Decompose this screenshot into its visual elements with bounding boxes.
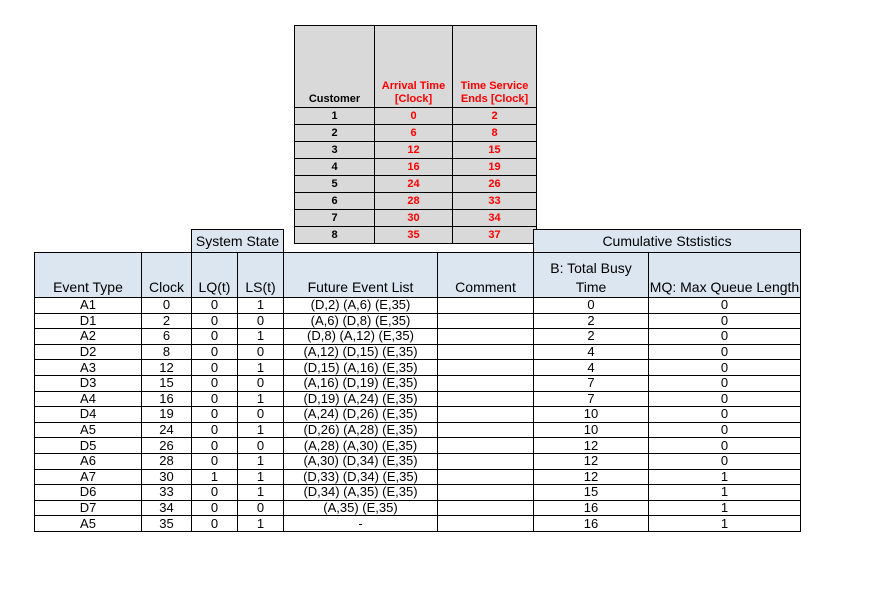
service-end-cell: 37	[453, 227, 537, 244]
service-end-cell: 2	[453, 108, 537, 125]
future-event-list-cell: (D,34) (A,35) (E,35)	[284, 485, 438, 501]
event-type-cell: D1	[35, 313, 142, 329]
future-event-list-header: Future Event List	[284, 253, 438, 298]
simulation-table-body	[35, 298, 801, 532]
comment-cell	[438, 313, 534, 329]
simulation-table	[34, 229, 801, 532]
lq-cell: 0	[192, 344, 238, 360]
comment-cell	[438, 298, 534, 314]
service-end-cell: 26	[453, 176, 537, 193]
max-queue-cell: 1	[649, 500, 801, 516]
clock-cell: 26	[142, 438, 192, 454]
comment-cell	[438, 391, 534, 407]
arrival-time-cell: 12	[375, 142, 453, 159]
customer-table-body	[295, 108, 537, 244]
lq-cell: 0	[192, 438, 238, 454]
lq-cell: 0	[192, 298, 238, 314]
clock-cell: 16	[142, 391, 192, 407]
arrival-time-header: Arrival Time [Clock]	[375, 26, 453, 108]
future-event-list-cell: -	[284, 516, 438, 532]
comment-cell	[438, 329, 534, 345]
ls-header: LS(t)	[238, 253, 284, 298]
comment-cell	[438, 360, 534, 376]
max-queue-cell: 0	[649, 344, 801, 360]
busy-time-cell: 12	[534, 469, 649, 485]
customer-row	[295, 142, 537, 159]
comment-cell	[438, 407, 534, 423]
lq-cell: 0	[192, 375, 238, 391]
future-event-list-cell: (A,16) (D,19) (E,35)	[284, 375, 438, 391]
arrival-time-cell: 6	[375, 125, 453, 142]
event-type-cell: A5	[35, 516, 142, 532]
clock-cell: 19	[142, 407, 192, 423]
table-row	[35, 516, 801, 532]
customer-header: Customer	[295, 26, 375, 108]
table-row	[35, 453, 801, 469]
ls-cell: 1	[238, 360, 284, 376]
busy-time-cell: 15	[534, 485, 649, 501]
ls-cell: 0	[238, 313, 284, 329]
clock-cell: 2	[142, 313, 192, 329]
ls-cell: 1	[238, 298, 284, 314]
comment-cell	[438, 469, 534, 485]
ls-cell: 1	[238, 422, 284, 438]
busy-time-header: B: Total Busy Time	[534, 253, 649, 298]
group-spacer-middle	[284, 230, 534, 253]
max-queue-cell: 1	[649, 469, 801, 485]
max-queue-cell: 0	[649, 298, 801, 314]
future-event-list-cell: (A,24) (D,26) (E,35)	[284, 407, 438, 423]
clock-cell: 24	[142, 422, 192, 438]
table-row	[35, 344, 801, 360]
comment-cell	[438, 375, 534, 391]
clock-header: Clock	[142, 253, 192, 298]
busy-time-cell: 12	[534, 453, 649, 469]
arrival-time-cell: 35	[375, 227, 453, 244]
busy-time-cell: 10	[534, 422, 649, 438]
ls-cell: 1	[238, 469, 284, 485]
lq-cell: 0	[192, 360, 238, 376]
future-event-list-cell: (D,15) (A,16) (E,35)	[284, 360, 438, 376]
event-type-cell: A3	[35, 360, 142, 376]
future-event-list-cell: (A,30) (D,34) (E,35)	[284, 453, 438, 469]
customer-cell: 3	[295, 142, 375, 159]
ls-cell: 1	[238, 516, 284, 532]
event-type-header: Event Type	[35, 253, 142, 298]
max-queue-cell: 0	[649, 438, 801, 454]
ls-cell: 0	[238, 500, 284, 516]
busy-time-cell: 7	[534, 391, 649, 407]
system-state-group-header: System State	[192, 230, 284, 253]
event-type-cell: D6	[35, 485, 142, 501]
comment-header: Comment	[438, 253, 534, 298]
arrival-time-cell: 16	[375, 159, 453, 176]
clock-cell: 0	[142, 298, 192, 314]
busy-time-cell: 16	[534, 516, 649, 532]
event-type-cell: A5	[35, 422, 142, 438]
busy-time-cell: 2	[534, 329, 649, 345]
ls-cell: 1	[238, 485, 284, 501]
event-type-cell: D2	[35, 344, 142, 360]
customer-row	[295, 125, 537, 142]
comment-cell	[438, 453, 534, 469]
customer-row	[295, 193, 537, 210]
lq-cell: 0	[192, 500, 238, 516]
comment-cell	[438, 500, 534, 516]
clock-cell: 35	[142, 516, 192, 532]
arrival-time-cell: 24	[375, 176, 453, 193]
busy-time-cell: 10	[534, 407, 649, 423]
busy-time-cell: 4	[534, 344, 649, 360]
future-event-list-cell: (D,33) (D,34) (E,35)	[284, 469, 438, 485]
max-queue-cell: 0	[649, 375, 801, 391]
clock-cell: 28	[142, 453, 192, 469]
lq-header: LQ(t)	[192, 253, 238, 298]
max-queue-cell: 0	[649, 407, 801, 423]
comment-cell	[438, 422, 534, 438]
lq-cell: 0	[192, 422, 238, 438]
future-event-list-cell: (D,19) (A,24) (E,35)	[284, 391, 438, 407]
clock-cell: 34	[142, 500, 192, 516]
future-event-list-cell: (A,28) (A,30) (E,35)	[284, 438, 438, 454]
arrival-time-cell: 30	[375, 210, 453, 227]
table-row	[35, 485, 801, 501]
customer-cell: 2	[295, 125, 375, 142]
future-event-list-cell: (D,26) (A,28) (E,35)	[284, 422, 438, 438]
table-row	[35, 438, 801, 454]
lq-cell: 0	[192, 485, 238, 501]
event-type-cell: A1	[35, 298, 142, 314]
customer-row	[295, 210, 537, 227]
customer-table	[294, 25, 537, 244]
event-type-cell: D3	[35, 375, 142, 391]
clock-cell: 12	[142, 360, 192, 376]
customer-cell: 5	[295, 176, 375, 193]
lq-cell: 0	[192, 313, 238, 329]
service-end-header: Time Service Ends [Clock]	[453, 26, 537, 108]
clock-cell: 15	[142, 375, 192, 391]
max-queue-cell: 0	[649, 453, 801, 469]
event-type-cell: A7	[35, 469, 142, 485]
future-event-list-cell: (A,6) (D,8) (E,35)	[284, 313, 438, 329]
customer-cell: 8	[295, 227, 375, 244]
ls-cell: 0	[238, 375, 284, 391]
customer-row	[295, 176, 537, 193]
busy-time-cell: 7	[534, 375, 649, 391]
busy-time-cell: 16	[534, 500, 649, 516]
table-row	[35, 407, 801, 423]
customer-row	[295, 159, 537, 176]
table-row	[35, 375, 801, 391]
busy-time-cell: 0	[534, 298, 649, 314]
event-type-cell: D4	[35, 407, 142, 423]
table-row	[35, 422, 801, 438]
customer-row	[295, 108, 537, 125]
table-row	[35, 313, 801, 329]
max-queue-cell: 0	[649, 313, 801, 329]
event-type-cell: D5	[35, 438, 142, 454]
future-event-list-cell: (A,12) (D,15) (E,35)	[284, 344, 438, 360]
max-queue-cell: 0	[649, 329, 801, 345]
table-row	[35, 500, 801, 516]
arrival-time-cell: 28	[375, 193, 453, 210]
max-queue-header: MQ: Max Queue Length	[649, 253, 801, 298]
service-end-cell: 8	[453, 125, 537, 142]
comment-cell	[438, 485, 534, 501]
service-end-cell: 15	[453, 142, 537, 159]
service-end-cell: 33	[453, 193, 537, 210]
customer-cell: 7	[295, 210, 375, 227]
max-queue-cell: 0	[649, 391, 801, 407]
comment-cell	[438, 344, 534, 360]
table-row	[35, 469, 801, 485]
clock-cell: 8	[142, 344, 192, 360]
lq-cell: 1	[192, 469, 238, 485]
busy-time-cell: 2	[534, 313, 649, 329]
service-end-cell: 19	[453, 159, 537, 176]
max-queue-cell: 1	[649, 485, 801, 501]
cumulative-statistics-group-header: Cumulative Ststistics	[534, 230, 801, 253]
ls-cell: 1	[238, 453, 284, 469]
future-event-list-cell: (D,2) (A,6) (E,35)	[284, 298, 438, 314]
event-type-cell: A2	[35, 329, 142, 345]
future-event-list-cell: (D,8) (A,12) (E,35)	[284, 329, 438, 345]
lq-cell: 0	[192, 391, 238, 407]
table-row	[35, 329, 801, 345]
max-queue-cell: 0	[649, 360, 801, 376]
table-row	[35, 391, 801, 407]
lq-cell: 0	[192, 329, 238, 345]
lq-cell: 0	[192, 516, 238, 532]
event-type-cell: A6	[35, 453, 142, 469]
clock-cell: 6	[142, 329, 192, 345]
future-event-list-cell: (A,35) (E,35)	[284, 500, 438, 516]
comment-cell	[438, 516, 534, 532]
max-queue-cell: 1	[649, 516, 801, 532]
arrival-time-cell: 0	[375, 108, 453, 125]
lq-cell: 0	[192, 453, 238, 469]
ls-cell: 0	[238, 438, 284, 454]
event-type-cell: D7	[35, 500, 142, 516]
table-row	[35, 298, 801, 314]
clock-cell: 33	[142, 485, 192, 501]
busy-time-cell: 12	[534, 438, 649, 454]
ls-cell: 0	[238, 407, 284, 423]
customer-cell: 1	[295, 108, 375, 125]
service-end-cell: 34	[453, 210, 537, 227]
clock-cell: 30	[142, 469, 192, 485]
ls-cell: 1	[238, 329, 284, 345]
comment-cell	[438, 438, 534, 454]
max-queue-cell: 0	[649, 422, 801, 438]
lq-cell: 0	[192, 407, 238, 423]
customer-cell: 6	[295, 193, 375, 210]
event-type-cell: A4	[35, 391, 142, 407]
ls-cell: 0	[238, 344, 284, 360]
ls-cell: 1	[238, 391, 284, 407]
table-row	[35, 360, 801, 376]
customer-cell: 4	[295, 159, 375, 176]
busy-time-cell: 4	[534, 360, 649, 376]
group-spacer-left	[35, 230, 192, 253]
